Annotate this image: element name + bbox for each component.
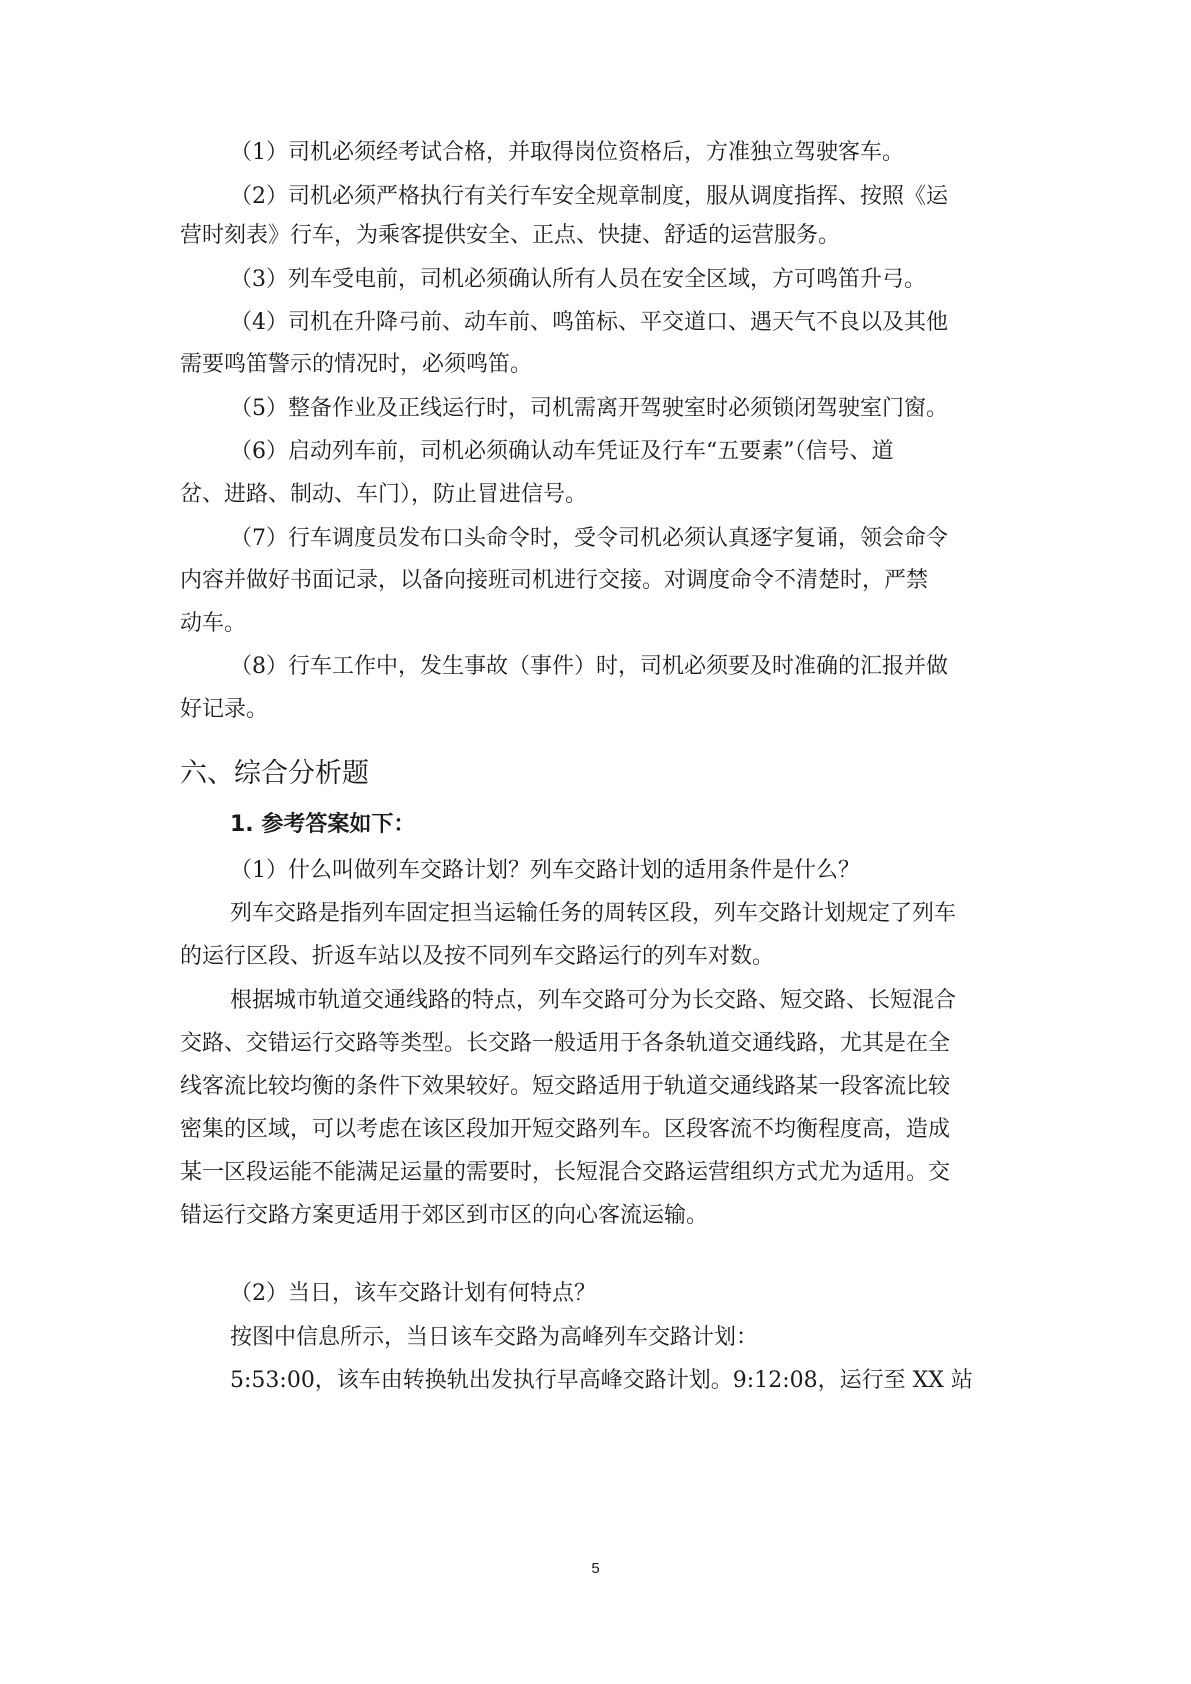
paragraph-line: 列车交路是指列车固定担当运输任务的周转区段，列车交路计划规定了列车 <box>230 901 957 926</box>
paragraph-line: （4）司机在升降弓前、动车前、鸣笛标、平交道口、遇天气不良以及其他 <box>230 310 948 335</box>
paragraph-line: 好记录。 <box>180 697 269 722</box>
paragraph-line: 错运行交路方案更适用于郊区到市区的向心客流运输。 <box>180 1203 709 1228</box>
paragraph-line: （6）启动列车前，司机必须确认动车凭证及行车“五要素”（信号、道 <box>230 439 894 464</box>
paragraph-line: 岔、进路、制动、车门），防止冒进信号。 <box>180 482 588 507</box>
paragraph-line: 营时刻表》行车，为乘客提供安全、正点、快捷、舒适的运营服务。 <box>180 223 841 248</box>
paragraph-line: （2）当日，该车交路计划有何特点？ <box>230 1281 596 1306</box>
paragraph-line: 交路、交错运行交路等类型。长交路一般适用于各条轨道交通线路，尤其是在全 <box>180 1031 951 1056</box>
paragraph-line: 的运行区段、折返车站以及按不同列车交路运行的列车对数。 <box>180 944 775 969</box>
paragraph-line: 按图中信息所示，当日该车交路为高峰列车交路计划： <box>230 1325 759 1350</box>
sub-heading: 1. 参考答案如下： <box>230 812 416 837</box>
paragraph-line: （1）司机必须经考试合格，并取得岗位资格后，方准独立驾驶客车。 <box>230 140 904 165</box>
paragraph-line: 动车。 <box>180 611 247 636</box>
paragraph-line: 内容并做好书面记录，以备向接班司机进行交接。对调度命令不清楚时，严禁 <box>180 568 929 593</box>
paragraph-line: 需要鸣笛警示的情况时，必须鸣笛。 <box>180 352 533 377</box>
paragraph-line: 某一区段运能不能满足运量的需要时，长短混合交路运营组织方式尤为适用。交 <box>180 1160 951 1185</box>
paragraph-line: （2）司机必须严格执行有关行车安全规章制度，服从调度指挥、按照《运 <box>230 184 948 209</box>
paragraph-line: （3）列车受电前，司机必须确认所有人员在安全区域，方可鸣笛升弓。 <box>230 267 926 292</box>
page-number: 5 <box>591 1560 600 1577</box>
paragraph-line: （8）行车工作中，发生事故（事件）时，司机必须要及时准确的汇报并做 <box>230 654 948 679</box>
paragraph-line: 线客流比较均衡的条件下效果较好。短交路适用于轨道交通线路某一段客流比较 <box>180 1074 951 1099</box>
paragraph-line: 密集的区域，可以考虑在该区段加开短交路列车。区段客流不均衡程度高，造成 <box>180 1117 951 1142</box>
paragraph-line: （5）整备作业及正线运行时，司机需离开驾驶室时必须锁闭驾驶室门窗。 <box>230 396 948 421</box>
paragraph-line: （1）什么叫做列车交路计划？列车交路计划的适用条件是什么？ <box>230 858 860 883</box>
section-heading: 六、综合分析题 <box>180 758 369 789</box>
paragraph-line: 5:53:00，该车由转换轨出发执行早高峰交路计划。9:12:08，运行至 XX 站 <box>230 1368 973 1393</box>
paragraph-line: （7）行车调度员发布口头命令时，受令司机必须认真逐字复诵，领会命令 <box>230 526 948 551</box>
paragraph-line: 根据城市轨道交通线路的特点，列车交路可分为长交路、短交路、长短混合 <box>230 988 957 1013</box>
